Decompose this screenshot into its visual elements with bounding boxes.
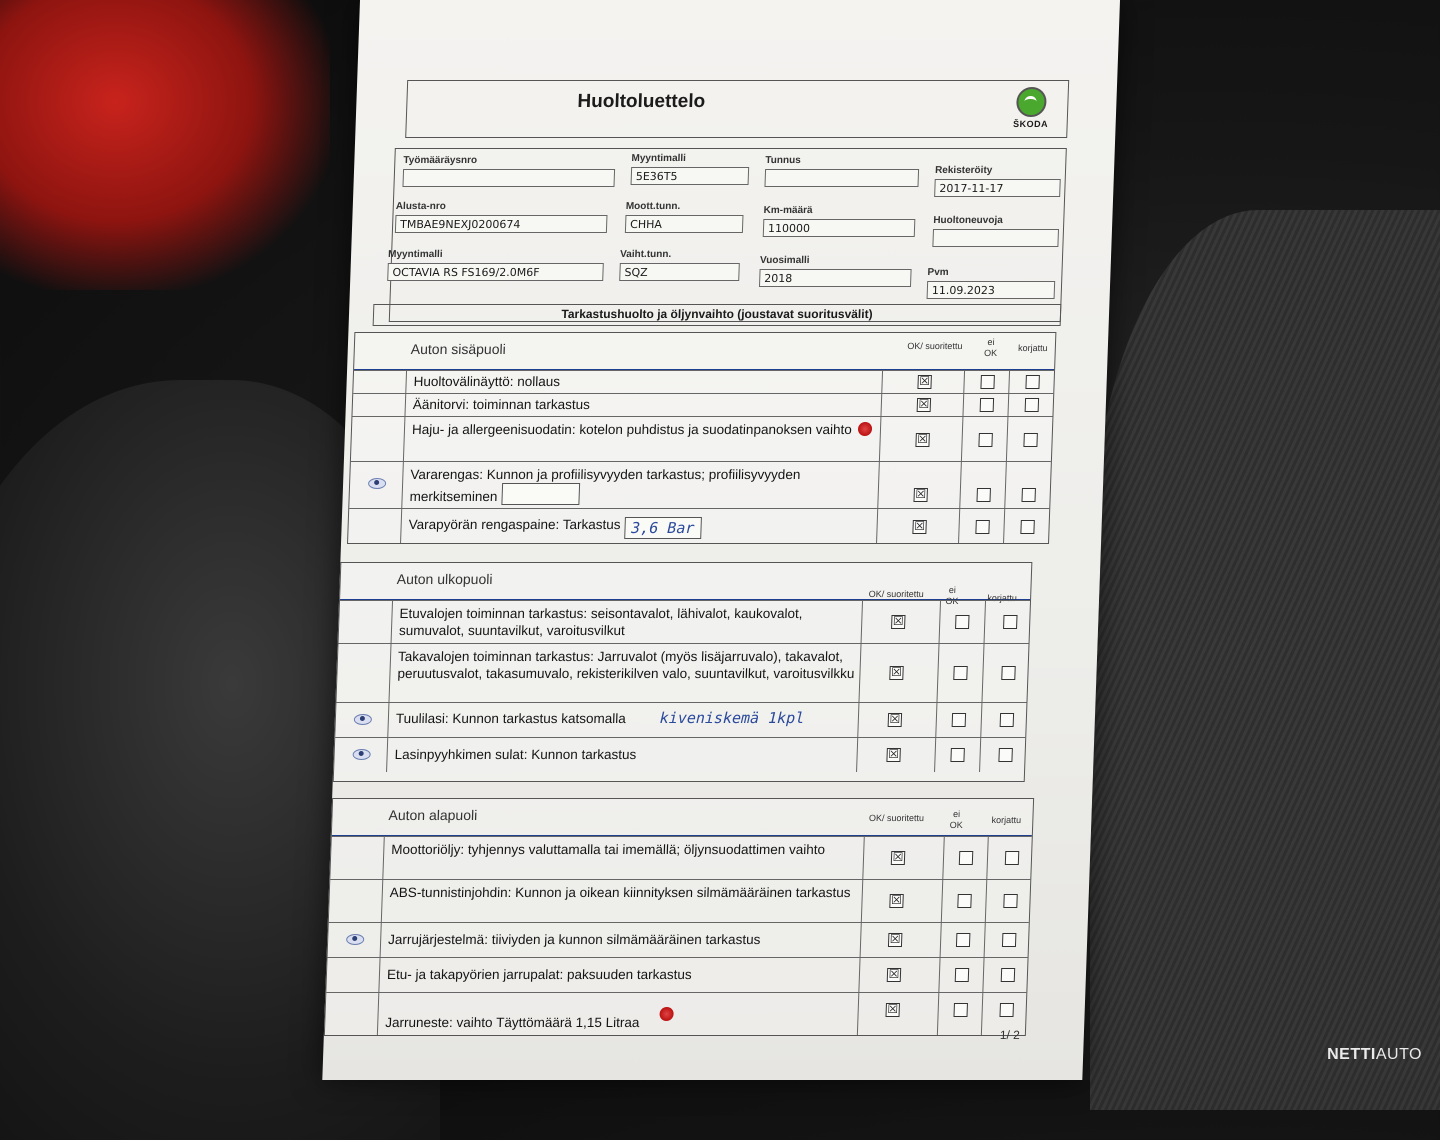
ok-checkbox[interactable]: ☒ [887,1002,899,1016]
korjattu-checkbox[interactable] [1003,894,1017,908]
section-header: Auton alapuoli OK/ suoritettu ei OK korjattu [332,799,1033,836]
table-row: Haju- ja allergeenisuodatin: kotelon puhdistus ja suodatinpanoksen vaihto ☒ [351,416,1053,461]
ok-checkbox[interactable]: ☒ [915,487,927,501]
section-auton-alapuoli [324,798,1034,1036]
ok-checkbox[interactable]: ☒ [890,665,903,679]
ei-ok-checkbox[interactable] [950,748,964,762]
skoda-logo-icon [1016,87,1047,117]
vehicle-info-box [389,148,1067,322]
korjattu-checkbox[interactable] [1025,375,1039,389]
field-km: Km-määrä 110000 [763,205,916,237]
header-box [405,80,1069,138]
section-header: Auton sisäpuoli OK/ suoritettu ei OK korjattu [354,333,1055,370]
ei-ok-checkbox[interactable] [957,894,971,908]
eye-icon [368,478,386,489]
ei-ok-checkbox[interactable] [956,933,970,947]
ok-checkbox[interactable]: ☒ [917,432,929,446]
service-type-title: Tarkastushuolto ja öljynvaihto (joustavat suoritusvälit) [373,304,1062,326]
korjattu-checkbox[interactable] [998,748,1012,762]
ok-checkbox[interactable]: ☒ [889,712,901,726]
ei-ok-checkbox[interactable] [959,851,973,865]
table-row: Takavalojen toiminnan tarkastus: Jarruvalot (myös lisäjarruvalo), takavalot, peruutusvalot, takasumuvalo, rekisterikilven valo, suuntavilkut, varoitusvilkku ☒ [336,643,1028,702]
field-tyomaaraysnro: Työmääräysnro [402,155,615,187]
eye-icon [352,749,370,760]
handwritten-note: kiveniskemä 1kpl [659,709,805,727]
korjattu-checkbox[interactable] [1001,968,1015,982]
ei-ok-checkbox[interactable] [978,433,992,447]
ei-ok-checkbox[interactable] [953,666,967,680]
field-pvm: Pvm 11.09.2023 [927,267,1056,299]
ei-ok-checkbox[interactable] [953,1003,967,1017]
document-title: Huoltoluettelo [577,91,706,112]
ok-checkbox[interactable]: ☒ [888,747,900,761]
ok-checkbox[interactable]: ☒ [890,893,903,907]
table-row: Lasinpyyhkimen sulat: Kunnon tarkastus ☒ [334,737,1025,772]
profile-depth-box [501,483,580,505]
table-row: Moottoriöljy: tyhjennys valuttamalla tai imemällä; öljynsuodattimen vaihto ☒ [330,836,1032,879]
table-row: Etuvalojen toiminnan tarkastus: seisontavalot, lähivalot, kaukovalot, sumuvalot, suuntavilkut, varoitusvilkut ☒ [339,600,1031,643]
ei-ok-checkbox[interactable] [955,615,969,629]
korjattu-checkbox[interactable] [1023,433,1037,447]
korjattu-checkbox[interactable] [1001,666,1015,680]
korjattu-checkbox[interactable] [1000,713,1014,727]
field-alusta: Alusta-nro TMBAE9NEXJ0200674 [395,201,608,233]
section-auton-ulkopuoli [333,562,1033,782]
field-myyntimalli: Myyntimalli OCTAVIA RS FS169/2.0M6F [387,249,604,281]
red-marker-icon [858,422,872,436]
field-vuosimalli: Vuosimalli 2018 [759,255,912,287]
ei-ok-checkbox[interactable] [976,488,990,502]
ok-checkbox[interactable]: ☒ [892,850,904,864]
ei-ok-checkbox[interactable] [980,375,994,389]
page-number: 1/ 2 [999,1028,1021,1042]
table-row: Huoltovälinäyttö: nollaus ☒ [353,370,1054,393]
table-row: Tuulilasi: Kunnon tarkastus katsomalla kiveniskemä 1kpl ☒ [335,702,1026,737]
korjattu-checkbox[interactable] [1005,851,1019,865]
brand-name: ŠKODA [1012,119,1049,129]
nettiauto-watermark: NETTIAUTO [1327,1046,1422,1063]
red-marker-icon [659,1007,673,1021]
table-row: Etu- ja takapyörien jarrupalat: paksuuden tarkastus ☒ [326,957,1027,992]
ei-ok-checkbox[interactable] [980,398,994,412]
field-rekisteroity: Rekisteröity 2017-11-17 [934,165,1061,197]
table-row: Äänitorvi: toiminnan tarkastus ☒ [352,393,1053,416]
ok-checkbox[interactable]: ☒ [892,614,904,628]
table-row: Varapyörän rengaspaine: Tarkastus 3,6 Bar ☒ [348,508,1049,543]
ok-checkbox[interactable]: ☒ [913,519,926,533]
table-row: Jarruneste: vaihto Täyttömäärä 1,15 Litraa ☒ [325,992,1027,1035]
background-red-fabric [0,0,330,290]
eye-icon [346,934,364,945]
skoda-logo [1006,87,1055,129]
section-auton-sisapuoli [347,332,1056,544]
korjattu-checkbox[interactable] [1003,615,1017,629]
ok-checkbox[interactable]: ☒ [888,967,900,981]
ei-ok-checkbox[interactable] [975,520,989,534]
korjattu-checkbox[interactable] [1025,398,1039,412]
table-row: Vararengas: Kunnon ja profiilisyvyyden tarkastus; profiilisyvyyden merkitseminen ☒ [349,461,1051,508]
ei-ok-checkbox[interactable] [955,968,969,982]
field-moott: Moott.tunn. CHHA [625,201,744,233]
ok-checkbox[interactable]: ☒ [918,397,930,411]
ei-ok-checkbox[interactable] [952,713,966,727]
handwritten-pressure: 3,6 Bar [624,517,702,539]
table-row: ABS-tunnistinjohdin: Kunnon ja oikean kiinnityksen silmämääräinen tarkastus ☒ [329,879,1031,922]
field-tunnus: Tunnus [764,155,919,187]
table-row: Jarrujärjestelmä: tiiviyden ja kunnon silmämääräinen tarkastus ☒ [328,922,1029,957]
ok-checkbox[interactable]: ☒ [889,932,901,946]
eye-icon [354,714,372,725]
korjattu-checkbox[interactable] [999,1003,1013,1017]
field-huoltoneuvoja: Huoltoneuvoja [932,215,1059,247]
ok-checkbox[interactable]: ☒ [919,374,931,388]
section-header: Auton ulkopuoli OK/ suoritettu ei OK korjattu [340,563,1031,600]
korjattu-checkbox[interactable] [1020,520,1034,534]
field-vaiht: Vaiht.tunn. SQZ [619,249,740,281]
korjattu-checkbox[interactable] [1021,488,1035,502]
service-document [322,0,1120,1080]
korjattu-checkbox[interactable] [1002,933,1016,947]
background-jeans [1090,210,1440,1110]
field-myyntimalli-code: Myyntimalli 5E36T5 [631,153,750,185]
